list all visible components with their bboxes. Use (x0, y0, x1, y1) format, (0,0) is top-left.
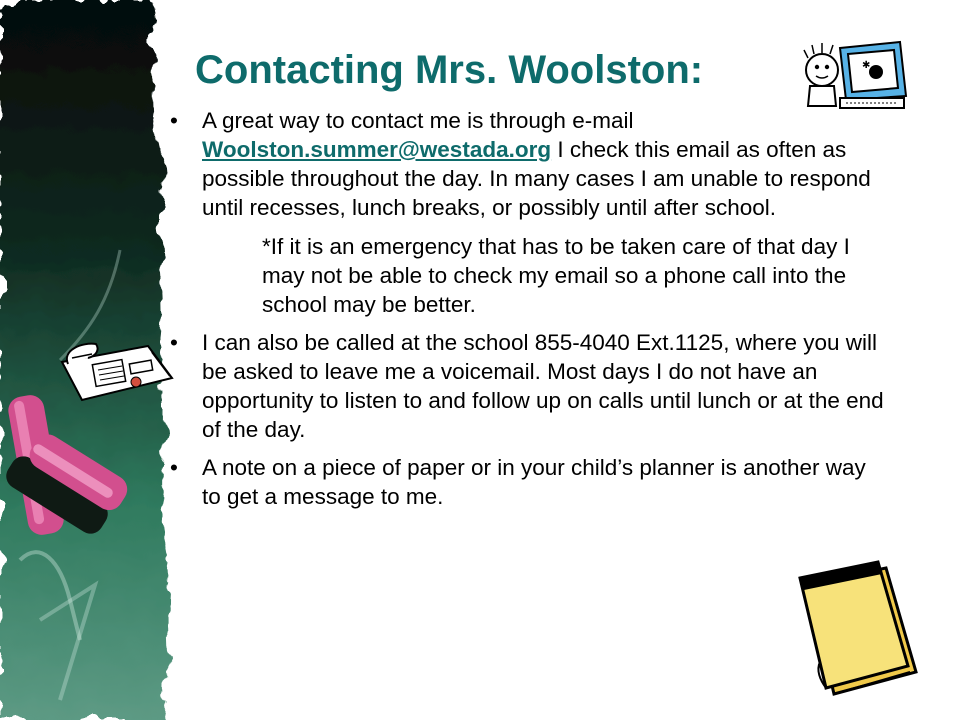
bullet-note (170, 453, 890, 511)
bullet-email (170, 106, 890, 222)
notepad-clipart-icon (790, 560, 920, 700)
bullet-marker: • (170, 330, 178, 355)
slide-body (170, 106, 890, 511)
telephone-clipart-icon (52, 338, 178, 404)
slide-title: Contacting Mrs. Woolston: (195, 48, 704, 92)
bullet-phone (170, 328, 890, 444)
email-link[interactable]: Woolston.summer@westada.org (202, 137, 552, 162)
svg-text:✱: ✱ (862, 60, 871, 71)
bullet-email-details: I check this email as often as possible throughout the day. In many cases I am unable to respond until recesses, lunch breaks, or possibly until after school. (202, 137, 871, 220)
computer-kid-clipart-icon (800, 40, 912, 112)
bullet-email-intro: A great way to contact me is through e-mail (202, 108, 634, 133)
bullet-note-text: A note on a piece of paper or in your child’s planner is another way to get a message to me. (202, 455, 866, 509)
bullet-marker: • (170, 455, 178, 480)
emergency-note: *If it is an emergency that has to be taken care of that day I may not be able to check my email so a phone call into the school may be better. (262, 234, 850, 317)
bullet-phone-text: I can also be called at the school 855-4040 Ext.1125, where you will be asked to leave me a voicemail. Most days I do not have an opportunity to listen to and follow up on calls until lunch or at the end of the day. (202, 330, 884, 442)
bullet-marker: • (170, 108, 178, 133)
